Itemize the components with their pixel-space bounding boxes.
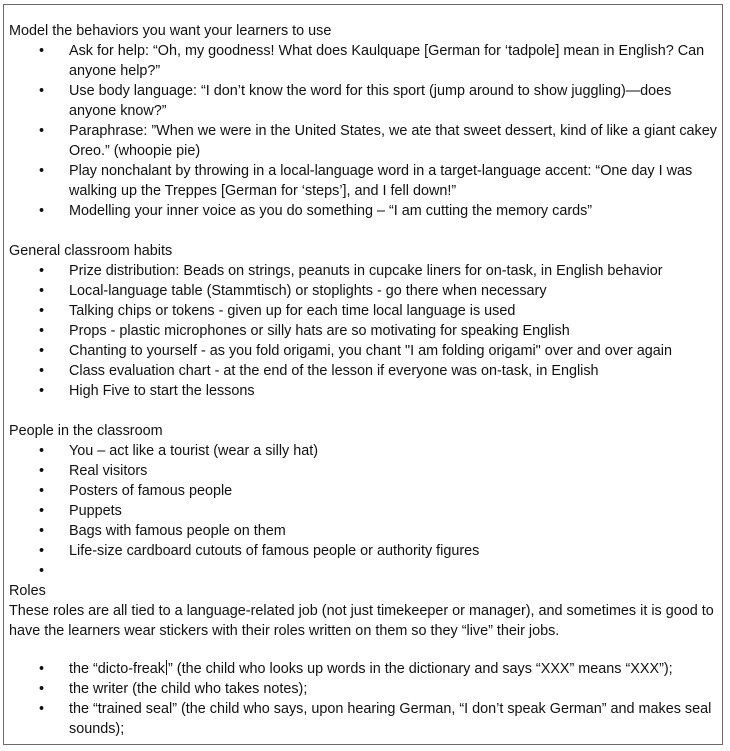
bullet-icon: •: [39, 323, 45, 339]
list-item: • the “dicto-freak ” (the child who looks up words in the dictionary and says “XXX” means “XXX”);: [39, 661, 673, 677]
bullet-icon: •: [39, 701, 45, 717]
spacer: [9, 221, 721, 241]
model-behaviors-list: [9, 41, 721, 221]
section-heading-model: Model the behaviors you want your learners to use: [9, 23, 332, 39]
bullet-icon: •: [39, 203, 45, 219]
bullet-icon: •: [39, 443, 45, 459]
bullet-icon: •: [39, 263, 45, 279]
bullet-icon: •: [39, 343, 45, 359]
list-item: [9, 561, 721, 581]
bullet-icon: •: [39, 661, 45, 677]
list-item: • Real visitors: [39, 463, 148, 479]
section-heading-habits: General classroom habits: [9, 243, 173, 259]
section-heading-people: People in the classroom: [9, 423, 163, 439]
list-item: • Modelling your inner voice as you do something – “I am cutting the memory cards”: [39, 203, 593, 219]
list-item: • Class evaluation chart - at the end of the lesson if everyone was on-task, in English: [39, 363, 599, 379]
bullet-icon: •: [39, 43, 45, 59]
bullet-icon: •: [39, 383, 45, 399]
roles-intro: These roles are all tied to a language-related job (not just timekeeper or manager), and sometimes it is good to have the learners wear stickers with their roles written on them so they “live” their jobs.: [9, 603, 714, 639]
list-item: • the “trained seal” (the child who says, upon hearing German, “I don’t speak German” and makes seal sounds);: [39, 701, 712, 737]
bullet-icon: •: [39, 503, 45, 519]
list-item: • High Five to start the lessons: [39, 383, 255, 399]
bullet-icon: •: [39, 463, 45, 479]
bullet-icon: •: [39, 283, 45, 299]
list-item: • Prize distribution: Beads on strings, peanuts in cupcake liners for on-task, in English behavior: [39, 263, 663, 279]
bullet-icon: •: [39, 123, 45, 139]
bullet-icon: •: [39, 483, 45, 499]
list-item: • Life-size cardboard cutouts of famous people or authority figures: [39, 543, 480, 559]
bullet-icon: •: [39, 363, 45, 379]
people-list: [9, 441, 721, 581]
list-item: • Talking chips or tokens - given up for each time local language is used: [39, 303, 516, 319]
list-item: • Play nonchalant by throwing in a local-language word in a target-language accent: “One day I was walking up the Treppes [German for ‘steps’], and I fell down!”: [39, 163, 693, 199]
classroom-habits-list: [9, 261, 721, 401]
list-item: • Paraphrase: ”When we were in the United States, we ate that sweet dessert, kind of like a giant cakey Oreo.” (whoopie pie): [39, 123, 717, 159]
bullet-icon: •: [39, 543, 45, 559]
list-item: • Posters of famous people: [39, 483, 233, 499]
bullet-icon: •: [39, 163, 45, 179]
spacer: [9, 401, 721, 421]
list-item: • the writer (the child who takes notes);: [39, 681, 308, 697]
spacer: [9, 641, 721, 659]
list-item: • Bags with famous people on them: [39, 523, 286, 539]
list-item: • Use body language: “I don’t know the word for this sport (jump around to show juggling)—does anyone know?”: [39, 83, 672, 119]
list-item: • Local-language table (Stammtisch) or stoplights - go there when necessary: [39, 283, 547, 299]
bullet-icon: •: [39, 303, 45, 319]
text-cursor: [166, 660, 167, 675]
bullet-icon: •: [39, 563, 45, 579]
list-item: • Chanting to yourself - as you fold origami, you chant "I am folding origami" over and over again: [39, 343, 672, 359]
list-item: • Props - plastic microphones or silly hats are so motivating for speaking English: [39, 323, 570, 339]
section-heading-roles: Roles: [9, 583, 46, 599]
list-item: • Ask for help: “Oh, my goodness! What does Kaulquape [German for ‘tadpole] mean in English? Can anyone help?”: [39, 43, 705, 79]
bullet-icon: •: [39, 681, 45, 697]
document-body[interactable]: [9, 21, 721, 739]
list-item: • You – act like a tourist (wear a silly hat): [39, 443, 319, 459]
roles-list: [9, 659, 721, 739]
bullet-icon: •: [39, 523, 45, 539]
bullet-icon: •: [39, 83, 45, 99]
list-item: • Puppets: [39, 503, 122, 519]
